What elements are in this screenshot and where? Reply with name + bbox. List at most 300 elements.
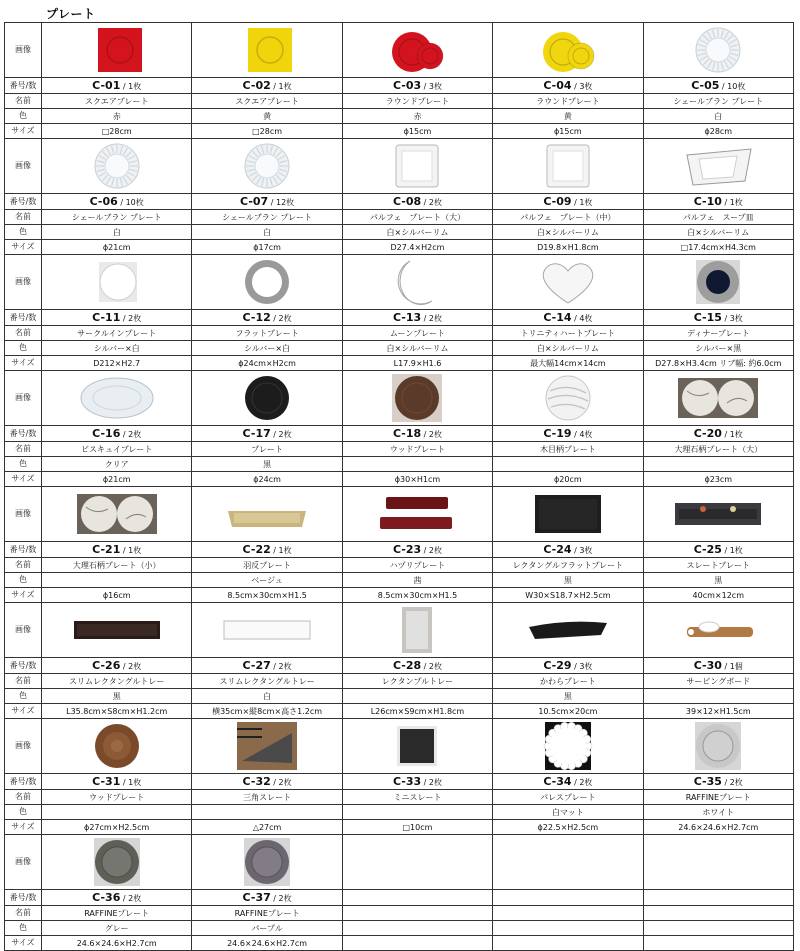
row-label: サイズ — [5, 356, 42, 371]
heart-plate-icon — [493, 255, 642, 309]
product-color — [192, 805, 342, 820]
row-label: 名前 — [5, 674, 42, 689]
product-code-label: C-25 — [693, 542, 722, 556]
product-name: レクタンプルトレー — [342, 674, 492, 689]
product-image — [192, 719, 342, 774]
size-row — [5, 936, 794, 951]
product-name: RAFFINEプレート — [643, 790, 793, 805]
row-label: 色 — [5, 109, 42, 124]
product-code-label: C-08 — [392, 194, 422, 208]
product-code-label: C-22 — [242, 542, 271, 556]
product-code — [493, 658, 643, 674]
product-code — [42, 194, 192, 210]
product-color — [643, 689, 793, 704]
product-code-label: C-02 — [242, 78, 271, 92]
product-code-label: C-23 — [392, 542, 422, 556]
product-code — [192, 542, 342, 558]
empty-cell — [643, 936, 793, 951]
product-quantity: / 3枚 — [571, 81, 593, 91]
product-code-label: C-28 — [392, 658, 422, 672]
product-code — [342, 78, 492, 94]
white-soup-plate-icon — [644, 139, 793, 193]
row-label: 番号/数 — [5, 194, 42, 210]
product-quantity: / 2枚 — [270, 777, 292, 787]
product-code — [42, 426, 192, 442]
product-color: 白 — [643, 109, 793, 124]
product-code — [342, 542, 492, 558]
product-color: 黒 — [493, 573, 643, 588]
white-square-plate-icon — [493, 139, 642, 193]
row-label: 色 — [5, 225, 42, 240]
product-name: 羽反プレート — [192, 558, 342, 573]
product-size: ϕ23cm — [643, 472, 793, 487]
product-name: ムーンプレート — [342, 326, 492, 341]
product-image — [42, 835, 192, 890]
empty-cell — [342, 906, 492, 921]
product-color: シルバー×白 — [42, 341, 192, 356]
product-image — [493, 603, 643, 658]
marble-plates-icon — [42, 487, 191, 541]
product-color — [643, 457, 793, 472]
product-size: ϕ21cm — [42, 472, 192, 487]
product-size: 24.6×24.6×H2.7cm — [643, 820, 793, 835]
product-image — [342, 371, 492, 426]
product-name: かわらプレート — [493, 674, 643, 689]
product-color: 白 — [192, 225, 342, 240]
product-color: 白×シルバーリム — [493, 225, 643, 240]
image-row — [5, 719, 794, 774]
product-code — [643, 194, 793, 210]
row-label: 画像 — [5, 255, 42, 310]
product-name: パルフェ スープ皿 — [643, 210, 793, 225]
color-row — [5, 573, 794, 588]
product-size: 8.5cm×30cm×H1.5 — [192, 588, 342, 603]
product-code-label: C-31 — [92, 774, 121, 788]
product-image — [493, 371, 643, 426]
product-quantity: / 1枚 — [571, 197, 593, 207]
product-size: 8.5cm×30cm×H1.5 — [342, 588, 492, 603]
marble-plates-icon — [644, 371, 793, 425]
product-quantity: / 2枚 — [721, 777, 743, 787]
code-row — [5, 78, 794, 94]
product-code-label: C-33 — [392, 774, 422, 788]
product-image — [192, 487, 342, 542]
product-image — [192, 371, 342, 426]
product-size: □28cm — [192, 124, 342, 139]
product-image — [342, 139, 492, 194]
product-code — [42, 890, 192, 906]
row-label: 色 — [5, 341, 42, 356]
row-label: サイズ — [5, 704, 42, 719]
product-quantity: / 2枚 — [120, 893, 142, 903]
product-code — [342, 426, 492, 442]
black-rect-plate-icon — [493, 487, 642, 541]
product-color: 白×シルバーリム — [342, 225, 492, 240]
row-label: 色 — [5, 805, 42, 820]
size-row — [5, 240, 794, 255]
product-name: パルフェ プレート（中） — [493, 210, 643, 225]
color-row — [5, 225, 794, 240]
product-image — [192, 835, 342, 890]
product-code — [192, 194, 342, 210]
row-label: 番号/数 — [5, 542, 42, 558]
product-size: D27.8×H3.4cm リブ幅: 約6.0cm — [643, 356, 793, 371]
product-code — [643, 310, 793, 326]
product-quantity: / 10枚 — [117, 197, 144, 207]
color-row — [5, 921, 794, 936]
product-code-label: C-15 — [693, 310, 722, 324]
empty-cell — [342, 921, 492, 936]
color-row — [5, 689, 794, 704]
product-color: 黒 — [192, 457, 342, 472]
product-quantity: / 2枚 — [421, 545, 443, 555]
product-code-label: C-29 — [543, 658, 572, 672]
product-quantity: / 3枚 — [721, 313, 743, 323]
product-color — [342, 689, 492, 704]
product-name: トリニティハートプレート — [493, 326, 643, 341]
product-quantity: / 1枚 — [120, 545, 142, 555]
product-size: ϕ17cm — [192, 240, 342, 255]
product-code-label: C-37 — [242, 890, 271, 904]
color-row — [5, 805, 794, 820]
product-size: L35.8cm×S8cm×H1.2cm — [42, 704, 192, 719]
product-size: 10.5cm×20cm — [493, 704, 643, 719]
product-name: パレスプレート — [493, 790, 643, 805]
circle-in-plate-icon — [42, 255, 191, 309]
red-round-plates-icon — [343, 23, 492, 77]
product-code — [42, 658, 192, 674]
row-label: 番号/数 — [5, 310, 42, 326]
product-quantity: / 3枚 — [421, 81, 443, 91]
empty-cell — [493, 906, 643, 921]
product-size: 24.6×24.6×H2.7cm — [192, 936, 342, 951]
product-quantity: / 2枚 — [120, 661, 142, 671]
tile-plate-icon — [493, 603, 642, 657]
row-label: 番号/数 — [5, 890, 42, 906]
product-size: 24.6×24.6×H2.7cm — [42, 936, 192, 951]
silver-black-plate-icon — [644, 255, 793, 309]
product-code-label: C-17 — [242, 426, 271, 440]
product-code — [342, 310, 492, 326]
product-quantity: / 2枚 — [421, 777, 443, 787]
product-name: フラットプレート — [192, 326, 342, 341]
size-row — [5, 820, 794, 835]
product-size: □17.4cm×H4.3cm — [643, 240, 793, 255]
product-quantity: / 2枚 — [120, 313, 142, 323]
product-code-label: C-07 — [240, 194, 269, 208]
product-image — [493, 23, 643, 78]
product-code-label: C-35 — [693, 774, 722, 788]
product-code-label: C-34 — [543, 774, 572, 788]
product-size: ϕ24cm — [192, 472, 342, 487]
product-color: 白×シルバーリム — [493, 341, 643, 356]
product-image — [42, 139, 192, 194]
product-size: ϕ15cm — [342, 124, 492, 139]
product-size: ϕ30×H1cm — [342, 472, 492, 487]
size-row — [5, 588, 794, 603]
row-label: 名前 — [5, 906, 42, 921]
product-size: 横35cm×縦8cm×高さ1.2cm — [192, 704, 342, 719]
product-image — [192, 139, 342, 194]
raffine-purple-plate-icon — [192, 835, 341, 889]
product-color: 黄 — [192, 109, 342, 124]
name-row — [5, 94, 794, 109]
product-name: 三角スレート — [192, 790, 342, 805]
product-color — [342, 805, 492, 820]
product-code-label: C-09 — [543, 194, 572, 208]
product-name: ビスキュイプレート — [42, 442, 192, 457]
product-color: パープル — [192, 921, 342, 936]
row-label: 番号/数 — [5, 774, 42, 790]
product-quantity: / 1枚 — [721, 545, 743, 555]
product-image — [493, 487, 643, 542]
product-image — [42, 23, 192, 78]
image-row — [5, 139, 794, 194]
product-code-label: C-10 — [693, 194, 722, 208]
product-image — [192, 603, 342, 658]
product-code-label: C-04 — [543, 78, 572, 92]
product-code — [42, 310, 192, 326]
product-name: シェールブラン プレート — [192, 210, 342, 225]
image-row — [5, 255, 794, 310]
product-code — [493, 426, 643, 442]
row-label: 画像 — [5, 371, 42, 426]
product-code — [643, 542, 793, 558]
product-size: △27cm — [192, 820, 342, 835]
product-image — [42, 255, 192, 310]
white-slim-tray-icon — [192, 603, 341, 657]
plate-catalog-table — [4, 22, 794, 951]
product-name: パルフェ プレート（大） — [342, 210, 492, 225]
rect-tray-icon — [343, 603, 492, 657]
product-color: 白 — [42, 225, 192, 240]
palace-plate-icon — [493, 719, 642, 773]
product-size: W30×S18.7×H2.5cm — [493, 588, 643, 603]
product-size: D212×H2.7 — [42, 356, 192, 371]
product-code — [643, 774, 793, 790]
product-code-label: C-06 — [89, 194, 118, 208]
product-color: ベージュ — [192, 573, 342, 588]
product-code — [192, 310, 342, 326]
row-label: サイズ — [5, 240, 42, 255]
empty-cell — [643, 835, 793, 890]
row-label: 名前 — [5, 790, 42, 805]
raffine-gray-plate-icon — [42, 835, 191, 889]
empty-cell — [643, 921, 793, 936]
row-label: サイズ — [5, 936, 42, 951]
product-code-label: C-13 — [392, 310, 422, 324]
product-code — [42, 78, 192, 94]
product-color: 茜 — [342, 573, 492, 588]
product-name: スリムレクタングルトレー — [192, 674, 342, 689]
product-code — [42, 774, 192, 790]
product-code-label: C-14 — [543, 310, 572, 324]
empty-cell — [643, 890, 793, 906]
product-quantity: / 3枚 — [571, 661, 593, 671]
product-size: ϕ20cm — [493, 472, 643, 487]
product-name: シェールブラン プレート — [42, 210, 192, 225]
product-name: プレート — [192, 442, 342, 457]
image-row — [5, 23, 794, 78]
product-quantity: / 10枚 — [719, 81, 746, 91]
product-code-label: C-12 — [242, 310, 271, 324]
white-ribbed-plate-icon — [644, 23, 793, 77]
name-row — [5, 790, 794, 805]
row-label: 名前 — [5, 210, 42, 225]
product-code — [192, 774, 342, 790]
product-color: シルバー×黒 — [643, 341, 793, 356]
product-code — [42, 542, 192, 558]
product-name: ウッドプレート — [342, 442, 492, 457]
image-row — [5, 603, 794, 658]
product-name: サービングボード — [643, 674, 793, 689]
row-label: 名前 — [5, 558, 42, 573]
empty-cell — [643, 906, 793, 921]
row-label: 名前 — [5, 326, 42, 341]
empty-cell — [342, 835, 492, 890]
product-size: L17.9×H1.6 — [342, 356, 492, 371]
page-title: プレート — [46, 7, 96, 21]
product-image — [342, 255, 492, 310]
product-image — [643, 487, 793, 542]
wood-plate-icon — [343, 371, 492, 425]
product-name: ミニスレート — [342, 790, 492, 805]
product-color: 黒 — [42, 689, 192, 704]
product-size: 40cm×12cm — [643, 588, 793, 603]
product-code — [493, 194, 643, 210]
product-size: D27.4×H2cm — [342, 240, 492, 255]
yellow-round-plates-icon — [493, 23, 642, 77]
product-name: ラウンドプレート — [342, 94, 492, 109]
white-ribbed-plate-icon — [42, 139, 191, 193]
product-name: RAFFINEプレート — [42, 906, 192, 921]
product-quantity: / 2枚 — [571, 777, 593, 787]
product-code — [342, 774, 492, 790]
wood-round-plate-icon — [42, 719, 191, 773]
product-code-label: C-36 — [92, 890, 121, 904]
row-label: 画像 — [5, 719, 42, 774]
empty-cell — [493, 835, 643, 890]
product-name: 大理石柄プレート（小） — [42, 558, 192, 573]
product-image — [493, 139, 643, 194]
product-name: ディナープレート — [643, 326, 793, 341]
product-image — [42, 487, 192, 542]
row-label: 番号/数 — [5, 78, 42, 94]
product-size: □28cm — [42, 124, 192, 139]
product-quantity: / 1枚 — [721, 429, 743, 439]
product-size: ϕ27cm×H2.5cm — [42, 820, 192, 835]
product-quantity: / 2枚 — [270, 313, 292, 323]
product-name: スリムレクタングルトレー — [42, 674, 192, 689]
wood-grain-plate-icon — [493, 371, 642, 425]
product-name: レクタングルフラットプレート — [493, 558, 643, 573]
product-image — [342, 603, 492, 658]
product-image — [643, 23, 793, 78]
product-image — [643, 139, 793, 194]
product-color — [493, 457, 643, 472]
name-row — [5, 442, 794, 457]
product-size: ϕ21cm — [42, 240, 192, 255]
raffine-white-plate-icon — [644, 719, 793, 773]
product-code-label: C-21 — [92, 542, 121, 556]
product-quantity: / 2枚 — [421, 661, 443, 671]
product-code — [192, 658, 342, 674]
name-row — [5, 210, 794, 225]
product-image — [643, 371, 793, 426]
product-code — [192, 426, 342, 442]
product-code-label: C-11 — [92, 310, 121, 324]
product-name: サークルインプレート — [42, 326, 192, 341]
empty-cell — [342, 936, 492, 951]
product-size: 39×12×H1.5cm — [643, 704, 793, 719]
beige-tray-icon — [192, 487, 341, 541]
product-quantity: / 2枚 — [421, 197, 443, 207]
row-label: 色 — [5, 689, 42, 704]
product-size: □10cm — [342, 820, 492, 835]
product-code-label: C-19 — [543, 426, 572, 440]
row-label: サイズ — [5, 820, 42, 835]
name-row — [5, 906, 794, 921]
product-code — [342, 194, 492, 210]
product-color: 白マット — [493, 805, 643, 820]
code-row — [5, 658, 794, 674]
product-color: 赤 — [42, 109, 192, 124]
product-image — [192, 255, 342, 310]
row-label: 画像 — [5, 835, 42, 890]
product-image — [493, 719, 643, 774]
product-size: ϕ16cm — [42, 588, 192, 603]
product-color: 白×シルバーリム — [342, 341, 492, 356]
size-row — [5, 472, 794, 487]
product-size: ϕ24cm×H2cm — [192, 356, 342, 371]
product-color — [342, 457, 492, 472]
image-row — [5, 487, 794, 542]
row-label: 色 — [5, 921, 42, 936]
product-quantity: / 1個 — [721, 661, 743, 671]
product-color: クリア — [42, 457, 192, 472]
moon-plate-icon — [343, 255, 492, 309]
product-quantity: / 3枚 — [571, 545, 593, 555]
product-name: ラウンドプレート — [493, 94, 643, 109]
row-label: 色 — [5, 573, 42, 588]
code-row — [5, 542, 794, 558]
row-label: 画像 — [5, 139, 42, 194]
code-row — [5, 774, 794, 790]
product-code-label: C-05 — [691, 78, 720, 92]
product-name: 木目柄プレート — [493, 442, 643, 457]
product-quantity: / 1枚 — [270, 545, 292, 555]
product-quantity: / 2枚 — [270, 429, 292, 439]
mini-slate-icon — [343, 719, 492, 773]
product-color: 黒 — [493, 689, 643, 704]
product-size: ϕ15cm — [493, 124, 643, 139]
empty-cell — [342, 890, 492, 906]
product-size: L26cm×S9cm×H1.8cm — [342, 704, 492, 719]
product-image — [643, 603, 793, 658]
product-quantity: / 4枚 — [571, 313, 593, 323]
row-label: 画像 — [5, 487, 42, 542]
product-size: ϕ28cm — [643, 124, 793, 139]
row-label: 画像 — [5, 603, 42, 658]
code-row — [5, 310, 794, 326]
product-color: シルバー×白 — [192, 341, 342, 356]
product-quantity: / 2枚 — [270, 661, 292, 671]
name-row — [5, 326, 794, 341]
product-image — [493, 255, 643, 310]
product-quantity: / 2枚 — [421, 429, 443, 439]
color-row — [5, 109, 794, 124]
product-code-label: C-24 — [543, 542, 572, 556]
